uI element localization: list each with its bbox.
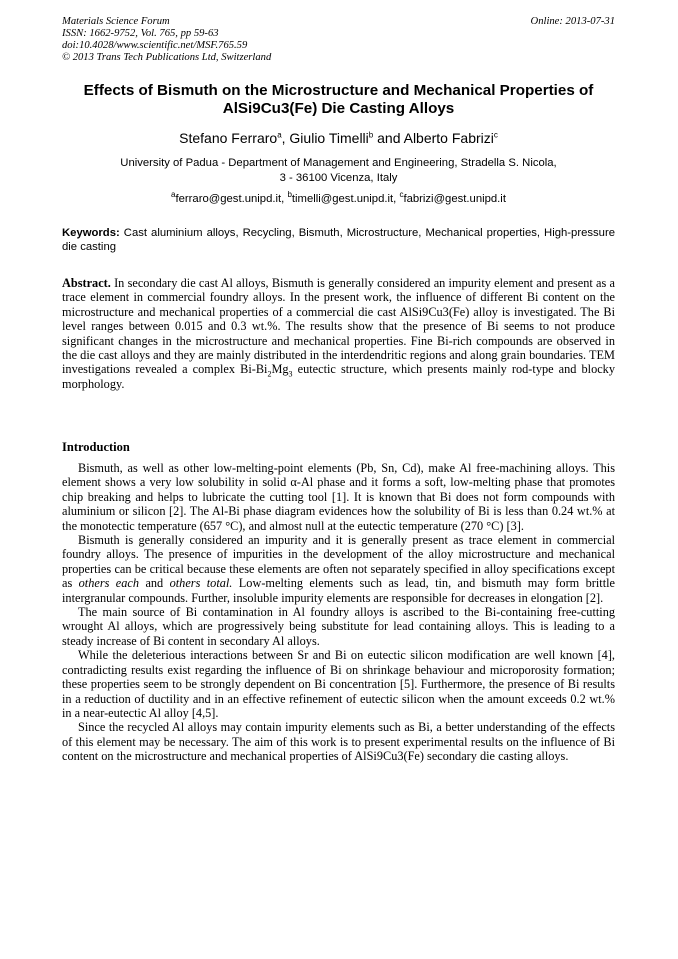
affiliation: [62, 156, 615, 185]
journal-doi[interactable]: doi:10.4028/www.scientific.net/MSF.765.59: [62, 40, 248, 51]
keywords-text: Cast aluminium alloys, Recycling, Bismuth, Microstructure, Mechanical properties, High-pressure die casting: [62, 227, 615, 254]
abstract-text-2: Mg: [271, 362, 289, 377]
author-1: Stefano Ferraro: [179, 130, 278, 146]
email-3[interactable]: fabrizi@gest.unipd.it: [403, 193, 506, 205]
email-2[interactable]: timelli@gest.unipd.it: [291, 193, 394, 205]
email-2-mark: b: [287, 190, 292, 200]
paper-title: [62, 82, 615, 118]
abstract-text-1: In secondary die cast Al alloys, Bismuth is generally considered an impurity element and present as a trace element in commercial foundry alloys. In the present work, the influence of different Bi content on the microstructure and mechanical properties of a commercial die cast AlSi9Cu3(Fe) alloy is investigated. The Bi level ranges between 0.015 and 0.3 wt.%. The results show that the presence of Bi seems to not produce significant changes in the microstructure and mechanical properties. Fine Bi-rich compounds are observed in the die cast alloys and they are mainly distributed in the interdendritic regions and along grain boundaries. TEM investigations revealed a complex Bi-Bi: [62, 276, 615, 377]
introduction-heading: Introduction: [62, 440, 130, 454]
abstract-label: Abstract.: [62, 276, 111, 290]
keywords-block: [62, 226, 615, 255]
email-list: [62, 192, 615, 206]
abstract-subscript-2: 3: [288, 369, 293, 379]
keywords-label: Keywords:: [62, 227, 120, 239]
author-3: Alberto Fabrizi: [403, 130, 494, 146]
affiliation-line-2: 3 - 36100 Vicenza, Italy: [279, 171, 398, 184]
author-3-affil-mark: c: [493, 130, 498, 140]
introduction-body: [62, 461, 615, 764]
author-list: [62, 130, 615, 146]
email-3-mark: c: [399, 190, 404, 200]
email-separator-2: ,: [393, 193, 400, 205]
author-separator-1: ,: [281, 130, 290, 146]
email-1[interactable]: ferraro@gest.unipd.it: [175, 193, 282, 205]
abstract-subscript-1: 2: [267, 369, 272, 379]
author-1-affil-mark: a: [277, 130, 282, 140]
online-date: Online: 2013-07-31: [530, 16, 615, 27]
email-separator-1: ,: [281, 193, 288, 205]
title-line-2: AlSi9Cu3(Fe) Die Casting Alloys: [222, 100, 455, 117]
intro-paragraph-4: While the deleterious interactions between Sr and Bi on eutectic silicon modification are well known [4], contradicting results exist regarding the influence of Bi on shrinkage behaviour and microporosity formation; these properties seem to be strongly dependent on Bi concentration [5]. Furthermore, the presence of Bi results in a reduction of ductility and in an effective refinement of eutectic silicon when the amount exceeds 0.2 wt.% in a near-eutectic Al alloy [4,5].: [62, 648, 615, 720]
title-line-1: Effects of Bismuth on the Microstructure and Mechanical Properties of: [83, 82, 594, 99]
intro-p2-italic-2: others total.: [169, 576, 233, 591]
intro-paragraph-1: Bismuth, as well as other low-melting-point elements (Pb, Sn, Cd), make Al free-machining alloys. This element shows a very low solubility in solid α-Al phase and it forms a soft, low-melting phase that promotes chip breaking and helps to lubricate the cutting tool [1]. It is known that Bi does not form compounds with aluminium or silicon [2]. The Al-Bi phase diagram evidences how the solubility of Bi is less than 0.24 wt.% at the monotectic temperature (657 °C), and almost null at the eutectic temperature (270 °C) [3].: [62, 461, 615, 533]
intro-p2-text-c: Low-melting elements such as lead, tin, and bismuth may form brittle intergranular compounds. Further, insoluble impurity elements are responsible for decreases in elongation [2].: [62, 576, 616, 605]
journal-name: Materials Science Forum: [62, 16, 170, 27]
journal-header: [62, 16, 615, 64]
journal-copyright: © 2013 Trans Tech Publications Ltd, Switzerland: [62, 52, 272, 63]
intro-paragraph-3: The main source of Bi contamination in Al foundry alloys is ascribed to the Bi-containing free-cutting wrought Al alloys, which are progressively being substitute for lead containing alloys. This is leading to a steady increase of Bi content in secondary Al alloys.: [62, 605, 615, 648]
affiliation-line-1: University of Padua - Department of Management and Engineering, Stradella S. Nicola,: [120, 157, 557, 169]
intro-p2-text-a: Bismuth is generally considered an impurity and it is generally present as trace element in commercial foundry alloys. The presence of impurities in the development of the alloy microstructure and mechanical properties can be critical because these elements are often not separately specified in alloy specifications except as: [62, 533, 615, 591]
journal-issn: ISSN: 1662-9752, Vol. 765, pp 59-63: [62, 28, 219, 39]
author-2: Giulio Timelli: [289, 130, 369, 146]
abstract-block: [62, 276, 615, 391]
intro-paragraph-2: [62, 533, 615, 605]
intro-p2-italic-1: others each: [78, 576, 140, 591]
author-separator-2: and: [373, 130, 404, 146]
intro-paragraph-5: Since the recycled Al alloys may contain impurity elements such as Bi, a better understanding of the effects of this element may be necessary. The aim of this work is to present experimental results on the influence of Bi content on the microstructure and mechanical properties of AlSi9Cu3(Fe) secondary die casting alloys.: [62, 720, 615, 764]
abstract-text-3: eutectic structure, which presents mainly rod-type and blocky morphology.: [62, 362, 615, 391]
author-2-affil-mark: b: [368, 130, 374, 140]
email-1-mark: a: [171, 190, 176, 200]
intro-p2-text-b: and: [139, 576, 170, 591]
